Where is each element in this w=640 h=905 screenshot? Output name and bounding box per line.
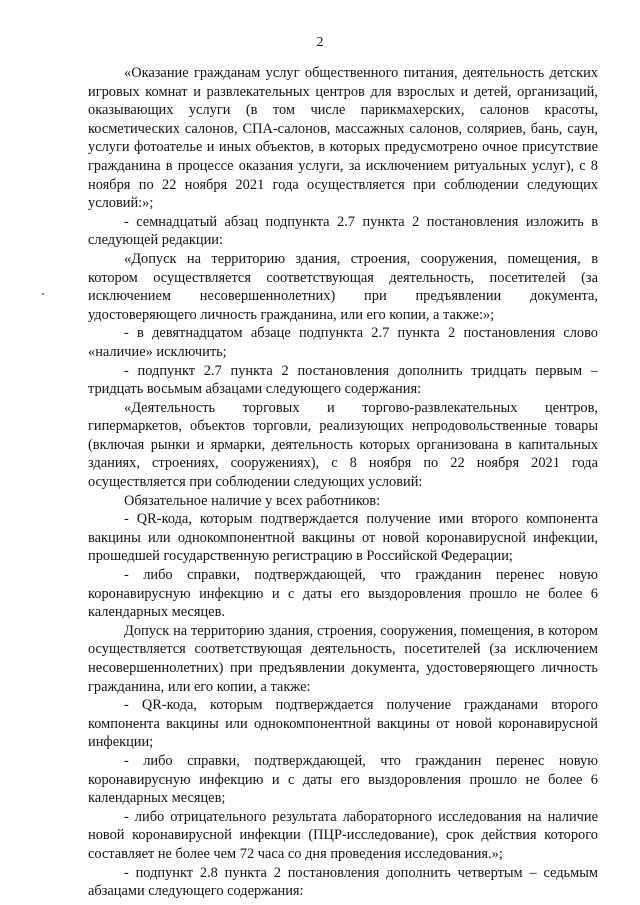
paragraph-2: - семнадцатый абзац подпункта 2.7 пункта 2 постановления изложить в следующей редакции: bbox=[88, 213, 598, 249]
paragraph-5: - подпункт 2.7 пункта 2 постановления дополнить тридцать первым – тридцать восьмым абзацами следующего содержания: bbox=[88, 362, 598, 398]
paragraph-9: - либо справки, подтверждающей, что гражданин перенес новую коронавирусную инфекцию и с даты его выздоровления прошло не более 6 календарных месяцев. bbox=[88, 567, 598, 621]
paragraph-8: - QR-кода, которым подтверждается получение ими второго компонента вакцины или однокомпонентной вакцины от новой коронавирусной инфекции, прошедшей государственную регистрацию в Российской Федерации; bbox=[88, 511, 598, 565]
page-number: 2 bbox=[316, 35, 324, 50]
paragraph-1: «Оказание гражданам услуг общественного питания, деятельность детских игровых комнат и развлекательных центров для взрослых и детей, организаций, оказывающих услуги (в том числе парикмахерских, салонов красоты, косметических салонов, СПА-салонов, массажных салонов, соляриев, бань, саун, услуги фотоателье и иных объектов, в которых предусмотрено очное присутствие гражданина в процессе оказания услуги, за исключением ритуальных услуг), с 8 ноября по 22 ноября 2021 года осуществляется при соблюдении следующих условий:»; bbox=[88, 65, 598, 212]
scan-speck bbox=[42, 293, 44, 295]
document-body bbox=[88, 64, 598, 901]
paragraph-7: Обязательное наличие у всех работников: bbox=[124, 492, 381, 509]
paragraph-11: - QR-кода, которым подтверждается получение гражданами второго компонента вакцины или однокомпонентной вакцины от новой коронавирусной инфекции; bbox=[88, 697, 598, 751]
paragraph-13: - либо отрицательного результата лабораторного исследования на наличие новой коронавирусной инфекции (ПЦР-исследование), срок действия которого составляет не более чем 72 часа со дня проведения исследования.»; bbox=[88, 808, 598, 862]
paragraph-6: «Деятельность торговых и торгово-развлекательных центров, гипермаркетов, объектов торговли, реализующих непродовольственные товары (включая рынки и ярмарки, деятельность которых организована в капитальных зданиях, строениях, сооружениях), с 8 ноября по 22 ноября 2021 года осуществляется при соблюдении следующих условий: bbox=[88, 399, 598, 491]
paragraph-14: - подпункт 2.8 пункта 2 постановления дополнить четвертым – седьмым абзацами следующего содержания: bbox=[88, 864, 598, 900]
paragraph-3: «Допуск на территорию здания, строения, сооружения, помещения, в котором осуществляется соответствующая деятельность, посетителей (за исключением несовершеннолетних) при предъявлении документа, удостоверяющего личность гражданина, или его копии, а также:»; bbox=[88, 250, 598, 323]
paragraph-4: - в девятнадцатом абзаце подпункта 2.7 пункта 2 постановления слово «наличие» исключить; bbox=[88, 325, 598, 360]
paragraph-12: - либо справки, подтверждающей, что гражданин перенес новую коронавирусную инфекцию и с даты его выздоровления прошло не более 6 календарных месяцев; bbox=[88, 752, 598, 807]
paragraph-10: Допуск на территорию здания, строения, сооружения, помещения, в котором осуществляется соответствующая деятельность, посетителей (за исключением несовершеннолетних) при предъявлении документа, удостоверяющего личность гражданина, или его копии, а также: bbox=[88, 622, 598, 695]
